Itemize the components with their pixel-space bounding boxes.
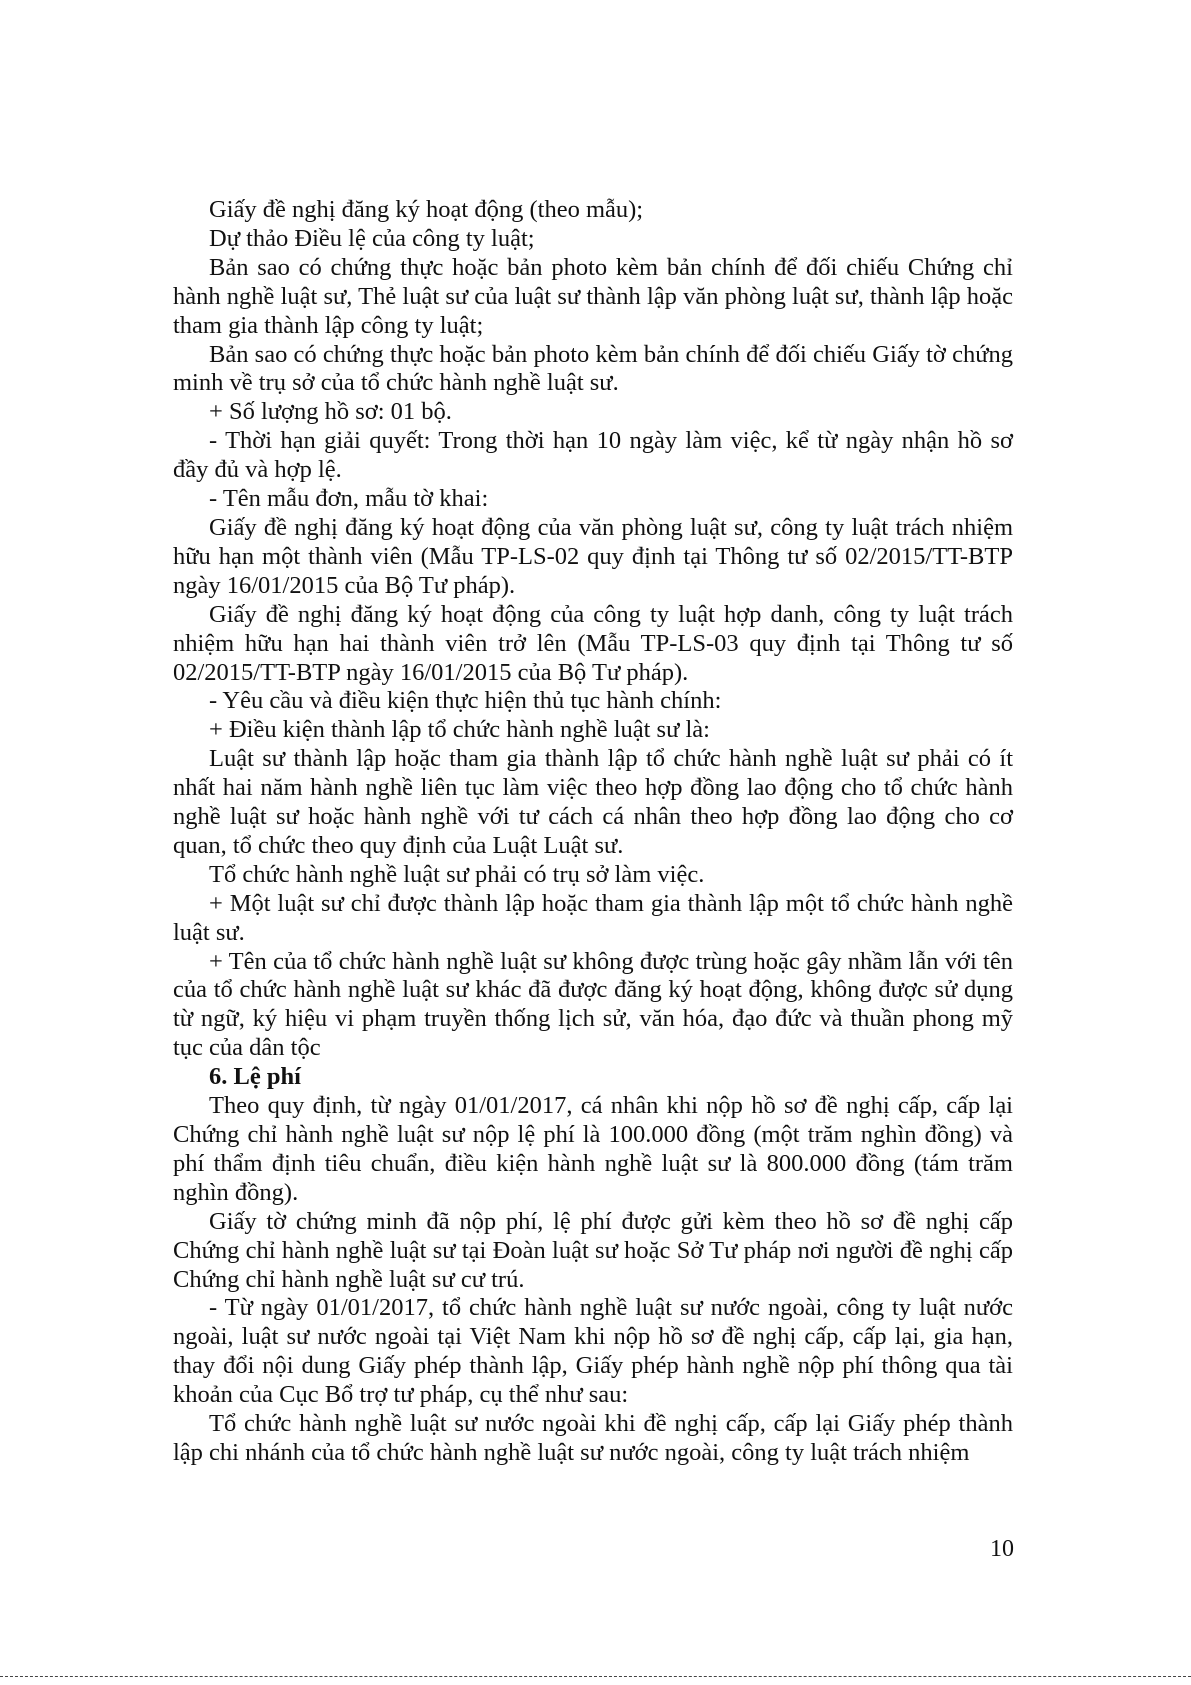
paragraph: Tổ chức hành nghề luật sư phải có trụ sở làm việc. <box>209 860 705 888</box>
paragraph: Tổ chức hành nghề luật sư nước ngoài khi đề nghị cấp, cấp lại Giấy phép thành lập chi nhánh của tổ chức hành nghề luật sư nước ngoài, công ty luật trách nhiệm <box>173 1410 1013 1466</box>
paragraph: + Một luật sư chỉ được thành lập hoặc tham gia thành lập một tổ chức hành nghề luật sư. <box>173 889 1013 946</box>
paragraph: Theo quy định, từ ngày 01/01/2017, cá nhân khi nộp hồ sơ đề nghị cấp, cấp lại Chứng chỉ hành nghề luật sư nộp lệ phí là 100.000 đồng (một trăm nghìn đồng) và phí thẩm định tiêu chuẩn, điều kiện hành nghề luật sư là 800.000 đồng (tám trăm nghìn đồng). <box>173 1092 1013 1206</box>
paragraph: Giấy đề nghị đăng ký hoạt động của văn phòng luật sư, công ty luật trách nhiệm hữu hạn một thành viên (Mẫu TP-LS-02 quy định tại Thông tư số 02/2015/TT-BTP ngày 16/01/2015 của Bộ Tư pháp). <box>173 513 1013 599</box>
paragraph: Dự thảo Điều lệ của công ty luật; <box>209 224 535 252</box>
paragraph: Bản sao có chứng thực hoặc bản photo kèm bản chính để đối chiếu Chứng chỉ hành nghề luật sư, Thẻ luật sư của luật sư thành lập văn phòng luật sư, thành lập hoặc tham gia thành lập công ty luật; <box>173 253 1013 339</box>
paragraph: Giấy đề nghị đăng ký hoạt động (theo mẫu); <box>209 196 644 223</box>
paragraph: + Điều kiện thành lập tổ chức hành nghề luật sư là: <box>209 716 710 744</box>
section-heading: 6. Lệ phí <box>209 1063 301 1091</box>
paragraph: - Yêu cầu và điều kiện thực hiện thủ tục hành chính: <box>209 687 722 715</box>
paragraph: + Số lượng hồ sơ: 01 bộ. <box>209 398 452 426</box>
page-number: 10 <box>990 1536 1014 1562</box>
paragraph: - Từ ngày 01/01/2017, tổ chức hành nghề luật sư nước ngoài, công ty luật nước ngoài, luật sư nước ngoài tại Việt Nam khi nộp hồ sơ đề nghị cấp, cấp lại, gia hạn, thay đổi nội dung Giấy phép thành lập, Giấy phép hành nghề nộp phí thông qua tài khoản của Cục Bổ trợ tư pháp, cụ thể như sau: <box>173 1294 1013 1409</box>
paragraph: Luật sư thành lập hoặc tham gia thành lập tổ chức hành nghề luật sư phải có ít nhất hai năm hành nghề liên tục làm việc theo hợp đồng lao động cho tổ chức hành nghề luật sư hoặc hành nghề với tư cách cá nhân theo hợp đồng lao động cho cơ quan, tổ chức theo quy định của Luật Luật sư. <box>173 745 1013 859</box>
body-text <box>173 196 1013 1468</box>
paragraph: - Thời hạn giải quyết: Trong thời hạn 10 ngày làm việc, kể từ ngày nhận hồ sơ đầy đủ và hợp lệ. <box>173 427 1013 484</box>
paragraph: + Tên của tổ chức hành nghề luật sư không được trùng hoặc gây nhầm lẫn với tên của tổ chức hành nghề luật sư khác đã được đăng ký hoạt động, không được sử dụng từ ngữ, ký hiệu vi phạm truyền thống lịch sử, văn hóa, đạo đức và thuần phong mỹ tục của dân tộc <box>173 947 1013 1062</box>
page-bottom-divider <box>0 1676 1191 1677</box>
paragraph: - Tên mẫu đơn, mẫu tờ khai: <box>209 485 489 513</box>
paragraph: Giấy tờ chứng minh đã nộp phí, lệ phí được gửi kèm theo hồ sơ đề nghị cấp Chứng chỉ hành nghề luật sư tại Đoàn luật sư hoặc Sở Tư pháp nơi người đề nghị cấp Chứng chỉ hành nghề luật sư cư trú. <box>173 1207 1013 1293</box>
paragraph: Giấy đề nghị đăng ký hoạt động của công ty luật hợp danh, công ty luật trách nhiệm hữu hạn hai thành viên trở lên (Mẫu TP-LS-03 quy định tại Thông tư số 02/2015/TT-BTP ngày 16/01/2015 của Bộ Tư pháp). <box>173 600 1013 686</box>
paragraph: Bản sao có chứng thực hoặc bản photo kèm bản chính để đối chiếu Giấy tờ chứng minh về trụ sở của tổ chức hành nghề luật sư. <box>173 340 1013 397</box>
